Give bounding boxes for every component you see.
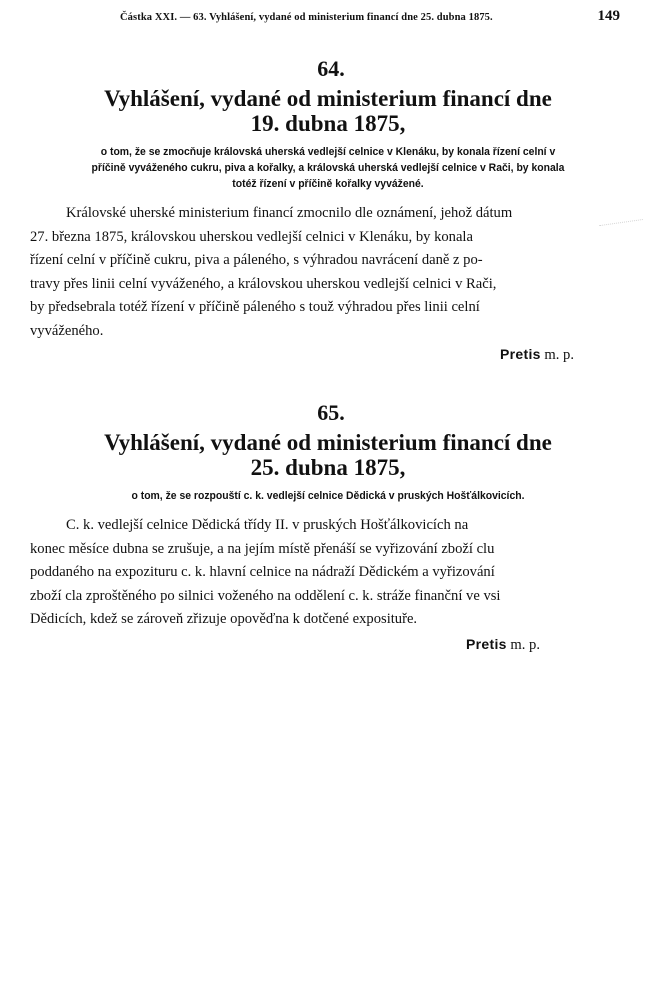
subject-line: příčině vyváženého cukru, piva a kořalky, a královská uherská vedlejší celnice v Rači, by konala — [91, 162, 565, 174]
subject-line: o tom, že se zmocňuje královská uherská vedlejší celnice v Klenáku, by konala řízení celní v — [100, 146, 556, 158]
body-line: Královské uherské ministerium financí zmocnilo dle oznámení, jehož dátum — [66, 205, 513, 221]
signature-suffix: m. p. — [510, 636, 540, 653]
subject-line: totéž řízení v příčině kořalky vyvážené. — [232, 178, 424, 190]
running-head: Částka XXI. — 63. Vyhlášení, vydané od ministerium financí dne 25. dubna 1875. — [120, 12, 493, 23]
body-line: zboží cla zproštěného po silnici voženého na oddělení c. k. stráže finanční ve vsi — [30, 587, 501, 604]
title-line: Vyhlášení, vydané od ministerium financí dne — [104, 430, 552, 455]
signature-name: Pretis — [466, 635, 507, 652]
section-number: 65. — [317, 400, 345, 425]
signature — [30, 636, 626, 654]
signature-suffix: m. p. — [544, 346, 574, 363]
signature-name: Pretis — [500, 345, 541, 362]
title-date: 19. dubna 1875, — [250, 111, 406, 136]
body-line: vyváženého. — [30, 322, 104, 339]
body-line: C. k. vedlejší celnice Dědická třídy II. v pruských Hošťálkovicích na — [66, 517, 469, 533]
page-number: 149 — [597, 8, 620, 24]
section-number: 64. — [317, 56, 345, 81]
body-line: konec měsíce dubna se zrušuje, a na jejím místě přenáší se vyřizování zboží clu — [30, 540, 495, 557]
section-subject — [51, 488, 605, 504]
title-date: 25. dubna 1875, — [250, 455, 406, 480]
section-title — [30, 86, 626, 136]
body-line: travy přes linii celní vyváženého, a královskou uherskou vedlejší celnici v Rači, — [30, 275, 497, 292]
section-subject — [51, 144, 605, 192]
subject-line: o tom, že se rozpouští c. k. vedlejší celnice Dědická v pruských Hošťálkovicích. — [131, 490, 525, 502]
section-64 — [30, 56, 626, 364]
body-line: Dědicích, kdež se zároveň zřizuje opověďna k dotčené exposituře. — [30, 611, 418, 628]
body-line: 27. března 1875, královskou uherskou vedlejší celnici v Klenáku, by konala — [30, 228, 473, 245]
section-65 — [30, 400, 626, 654]
body-line: řízení celní v příčině cukru, piva a páleného, s výhradou navrácení daně z po- — [30, 252, 483, 269]
section-body — [30, 514, 626, 632]
section-title — [30, 430, 626, 480]
body-line: poddaného na expozituru c. k. hlavní celnice na nádraží Dědickém a vyřizování — [30, 564, 495, 581]
signature — [30, 346, 626, 364]
title-line: Vyhlášení, vydané od ministerium financí dne — [104, 86, 552, 111]
body-line: by předsebrala totéž řízení v příčině páleného s touž výhradou přes linii celní — [30, 299, 480, 316]
section-body — [30, 202, 626, 344]
